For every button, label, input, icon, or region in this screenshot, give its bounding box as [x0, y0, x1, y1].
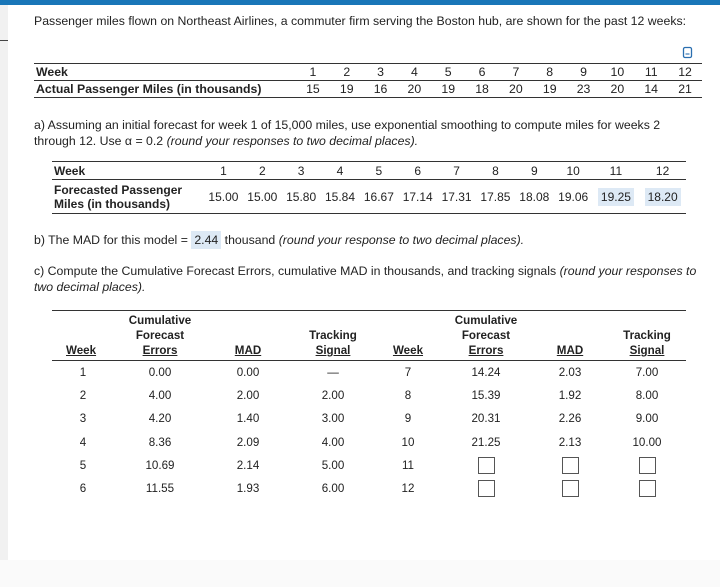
- mad-answer-field[interactable]: 2.44: [191, 231, 221, 249]
- week-row: [34, 64, 702, 81]
- cfe-cell[interactable]: [440, 454, 532, 477]
- top-accent-bar: [0, 0, 720, 5]
- forecast-cell: 16.67: [359, 180, 398, 214]
- week-cell: 4: [397, 64, 431, 81]
- cfe-answer-box[interactable]: [478, 457, 495, 474]
- problem-intro: Passenger miles flown on Northeast Airlines, a commuter firm serving the Boston hub, are shown for the past 12 weeks:: [34, 14, 687, 28]
- tracking-signal-table: [52, 310, 686, 500]
- table-row: [52, 384, 686, 407]
- forecast-cell: 17.14: [398, 180, 437, 214]
- ts-header: Tracking Signal: [290, 311, 376, 361]
- ts-cell: 2.00: [321, 388, 345, 402]
- week-header: Week: [52, 311, 114, 361]
- table-row: [52, 477, 686, 500]
- week-cell: 12: [401, 482, 415, 496]
- week-cell: 6: [79, 482, 87, 496]
- ts-cell: 9.00: [635, 412, 659, 426]
- miles-row: [34, 81, 702, 98]
- week-cell: 6: [398, 162, 437, 180]
- ts-cell: 4.00: [321, 435, 345, 449]
- week-cell: 2: [330, 64, 364, 81]
- cfe-cell[interactable]: [440, 477, 532, 500]
- mad-cell[interactable]: [532, 477, 608, 500]
- week-cell: 6: [465, 64, 499, 81]
- cfe-cell: 15.39: [471, 388, 501, 402]
- part-b-unit: thousand: [224, 233, 276, 247]
- forecast-label-line1: Forecasted Passenger: [54, 182, 183, 197]
- week-cell: 5: [431, 64, 465, 81]
- week-cell: 3: [79, 412, 87, 426]
- week-cell: 10: [600, 64, 634, 81]
- cfe-cell: 4.00: [148, 388, 172, 402]
- week-cell: 10: [554, 162, 593, 180]
- cfe-cell: 11.55: [145, 482, 175, 496]
- mad-cell: 1.92: [558, 388, 582, 402]
- ts-cell: 10.00: [632, 435, 662, 449]
- part-c-text: c) Compute the Cumulative Forecast Errors, cumulative MAD in thousands, and tracking signals: [34, 264, 557, 278]
- miles-row-label: Actual Passenger Miles (in thousands): [34, 81, 296, 98]
- table-row: [52, 454, 686, 477]
- week-cell: 7: [437, 162, 476, 180]
- week-cell: 10: [401, 435, 415, 449]
- week-cell: 5: [79, 458, 87, 472]
- week-cell: 2: [243, 162, 282, 180]
- forecast-cell: 15.80: [282, 180, 321, 214]
- week-cell: 5: [359, 162, 398, 180]
- week-cell: 4: [321, 162, 360, 180]
- table-row: [52, 407, 686, 430]
- ts-header: Tracking Signal: [608, 311, 686, 361]
- miles-cell: 23: [567, 81, 601, 98]
- cfe-cell: 14.24: [471, 365, 501, 379]
- miles-cell: 16: [364, 81, 398, 98]
- left-rail-marker: [0, 40, 8, 41]
- ts-cell: —: [327, 365, 339, 379]
- part-a-text: a) Assuming an initial forecast for week 1 of 15,000 miles, use exponential smoothing to compute miles for weeks 2 through 12. Use α = 0.2: [34, 118, 661, 148]
- week-cell: 1: [204, 162, 243, 180]
- table-row: [52, 430, 686, 453]
- week-cell: 9: [567, 64, 601, 81]
- miles-cell: 20: [397, 81, 431, 98]
- cfe-answer-box[interactable]: [478, 480, 495, 497]
- week-cell: 11: [593, 162, 640, 180]
- ts-cell[interactable]: [608, 454, 686, 477]
- mad-answer-box[interactable]: [562, 480, 579, 497]
- week-cell: 11: [634, 64, 668, 81]
- mad-header: MAD: [206, 311, 290, 361]
- mad-header: MAD: [532, 311, 608, 361]
- header-row: [52, 311, 686, 361]
- week-row-label: Week: [34, 64, 296, 81]
- ts-answer-box[interactable]: [639, 480, 656, 497]
- week-cell: 12: [668, 64, 702, 81]
- cfe-cell: 0.00: [148, 365, 172, 379]
- week-cell: 12: [639, 162, 686, 180]
- part-b-note: (round your response to two decimal places).: [278, 233, 525, 247]
- forecast-value-row: [52, 180, 686, 214]
- mad-cell[interactable]: [532, 454, 608, 477]
- week-cell: 1: [296, 64, 330, 81]
- page-bottom-band: [0, 560, 720, 587]
- forecast-cell: 19.06: [554, 180, 593, 214]
- miles-cell: 18: [465, 81, 499, 98]
- cfe-cell: 8.36: [148, 435, 172, 449]
- week-cell: 7: [404, 365, 412, 379]
- ts-cell: 3.00: [321, 412, 345, 426]
- mad-answer-box[interactable]: [562, 457, 579, 474]
- part-b-text: b) The MAD for this model =: [34, 233, 188, 247]
- part-b-question: [34, 233, 524, 247]
- ts-cell: 7.00: [635, 365, 659, 379]
- ts-cell: 8.00: [635, 388, 659, 402]
- week-cell: 3: [364, 64, 398, 81]
- mad-cell: 2.13: [558, 435, 582, 449]
- week-cell: 9: [404, 412, 412, 426]
- part-a-question: [34, 117, 704, 149]
- week-cell: 9: [515, 162, 554, 180]
- mad-cell: 1.40: [236, 412, 260, 426]
- week-header: Week: [376, 311, 440, 361]
- forecast-answer-field[interactable]: 19.25: [598, 188, 634, 206]
- mad-cell: 2.14: [236, 458, 260, 472]
- cfe-cell: 21.25: [471, 435, 501, 449]
- ts-cell: 6.00: [321, 482, 345, 496]
- week-cell: 8: [404, 388, 412, 402]
- forecast-cell[interactable]: [593, 180, 640, 214]
- miles-cell: 20: [600, 81, 634, 98]
- ts-answer-box[interactable]: [639, 457, 656, 474]
- mad-cell: 0.00: [236, 365, 260, 379]
- ts-cell: 5.00: [321, 458, 345, 472]
- miles-cell: 19: [330, 81, 364, 98]
- forecast-week-label: Week: [52, 162, 204, 180]
- part-a-note: (round your responses to two decimal places).: [166, 134, 419, 148]
- forecast-label-line2: Miles (in thousands): [54, 196, 171, 211]
- week-cell: 1: [79, 365, 87, 379]
- mad-cell: 2.09: [236, 435, 260, 449]
- mad-cell: 2.00: [236, 388, 260, 402]
- week-cell: 4: [79, 435, 87, 449]
- cfe-cell: 10.69: [145, 458, 175, 472]
- copy-data-icon[interactable]: [681, 46, 694, 59]
- mad-cell: 2.26: [558, 412, 582, 426]
- cfe-header: Cumulative Forecast Errors: [114, 311, 206, 361]
- forecast-cell: 18.08: [515, 180, 554, 214]
- week-cell: 7: [499, 64, 533, 81]
- mad-cell: 1.93: [236, 482, 260, 496]
- week-cell: 3: [282, 162, 321, 180]
- forecast-cell: 17.85: [476, 180, 515, 214]
- forecast-answer-field[interactable]: 18.20: [645, 188, 681, 206]
- cfe-cell: 4.20: [148, 412, 172, 426]
- forecast-cell[interactable]: [639, 180, 686, 214]
- ts-cell[interactable]: [608, 477, 686, 500]
- week-cell: 2: [79, 388, 87, 402]
- miles-cell: 19: [533, 81, 567, 98]
- table-row: [52, 361, 686, 384]
- miles-cell: 15: [296, 81, 330, 98]
- forecast-cell: 15.00: [243, 180, 282, 214]
- week-cell: 11: [401, 458, 415, 472]
- cfe-cell: 20.31: [471, 412, 501, 426]
- miles-cell: 21: [668, 81, 702, 98]
- part-c-question: [34, 263, 714, 295]
- week-cell: 8: [476, 162, 515, 180]
- forecast-cell: 15.84: [321, 180, 360, 214]
- forecast-cell: 15.00: [204, 180, 243, 214]
- forecast-table: [52, 161, 686, 214]
- miles-cell: 20: [499, 81, 533, 98]
- actual-miles-table: [34, 63, 702, 98]
- forecast-cell: 17.31: [437, 180, 476, 214]
- part-c-note: (round your responses to two decimal places).: [34, 264, 697, 294]
- mad-cell: 2.03: [558, 365, 582, 379]
- week-cell: 8: [533, 64, 567, 81]
- miles-cell: 19: [431, 81, 465, 98]
- miles-cell: 14: [634, 81, 668, 98]
- forecast-value-label: [52, 180, 204, 214]
- forecast-week-row: [52, 162, 686, 180]
- left-rail: [0, 5, 8, 587]
- cfe-header: Cumulative Forecast Errors: [440, 311, 532, 361]
